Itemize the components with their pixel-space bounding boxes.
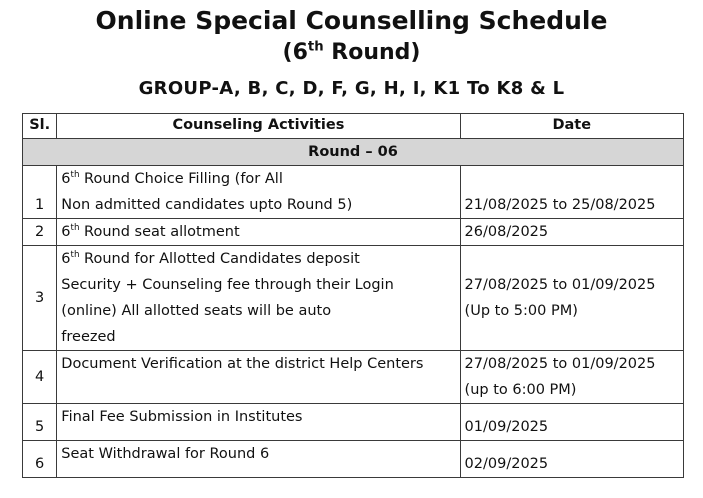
date-line: 02/09/2025: [464, 456, 549, 472]
activity-line: [61, 219, 455, 245]
row-date: [460, 351, 683, 404]
row-activity: Final Fee Submission in Institutes: [57, 404, 460, 441]
page-title: Online Special Counselling Schedule: [95, 6, 608, 35]
activity-num: 6: [61, 251, 71, 267]
activity-text: Round for Allotted Candidates deposit: [79, 251, 360, 267]
round-subtitle-close: Round): [323, 40, 421, 65]
round-subtitle-open: (6: [282, 40, 308, 65]
activity-text: Round Choice Filling (for All: [79, 171, 283, 187]
date-line: 01/09/2025: [464, 419, 549, 435]
row-activity: [57, 246, 460, 351]
row-date: [460, 441, 683, 478]
table-row: [23, 219, 684, 246]
column-header-date: Date: [460, 114, 683, 139]
date-note: (up to 6:00 PM): [464, 382, 577, 398]
activity-sup: th: [70, 170, 80, 181]
activity-line: [61, 246, 455, 272]
activity-num: 6: [61, 171, 71, 187]
row-sl: 2: [23, 219, 57, 246]
row-date: [460, 246, 683, 351]
row-sl: 3: [23, 246, 57, 351]
date-note: (Up to 5:00 PM): [464, 303, 578, 319]
round-subtitle: [0, 40, 703, 65]
activity-line: (online) All allotted seats will be auto: [61, 303, 332, 319]
row-activity: [57, 166, 460, 219]
activity-sup: th: [70, 250, 80, 261]
row-sl: 6: [23, 441, 57, 478]
date-line: 27/08/2025 to 01/09/2025: [464, 356, 656, 372]
activity-line: Non admitted candidates upto Round 5): [61, 197, 353, 213]
column-header-activity: Counseling Activities: [57, 114, 460, 139]
row-activity: Document Verification at the district Help Centers: [57, 351, 460, 404]
activity-num: 6: [61, 224, 71, 240]
round-subtitle-sup: th: [307, 39, 324, 55]
round-label: Round – 06: [23, 139, 684, 166]
activity-sup: th: [70, 223, 80, 234]
activity-line: freezed: [61, 329, 116, 345]
row-activity: [57, 219, 460, 246]
table-row: [23, 166, 684, 219]
activity-text: Round seat allotment: [79, 224, 240, 240]
table-row: [23, 351, 684, 404]
row-sl: 1: [23, 166, 57, 219]
table-row: [23, 404, 684, 441]
table-header-row: [23, 114, 684, 139]
activity-line: [61, 166, 455, 192]
row-sl: 5: [23, 404, 57, 441]
row-sl: 4: [23, 351, 57, 404]
table-row: [23, 246, 684, 351]
row-date: [460, 404, 683, 441]
table-row: [23, 441, 684, 478]
date-line: 27/08/2025 to 01/09/2025: [464, 277, 656, 293]
row-activity: Seat Withdrawal for Round 6: [57, 441, 460, 478]
column-header-sl: Sl.: [23, 114, 57, 139]
schedule-table: [22, 113, 684, 478]
activity-line: Security + Counseling fee through their Login: [61, 277, 394, 293]
groups-heading: GROUP-A, B, C, D, F, G, H, I, K1 To K8 & L: [138, 78, 565, 99]
row-date: 21/08/2025 to 25/08/2025: [460, 166, 683, 219]
row-date: 26/08/2025: [460, 219, 683, 246]
round-row: [23, 139, 684, 166]
